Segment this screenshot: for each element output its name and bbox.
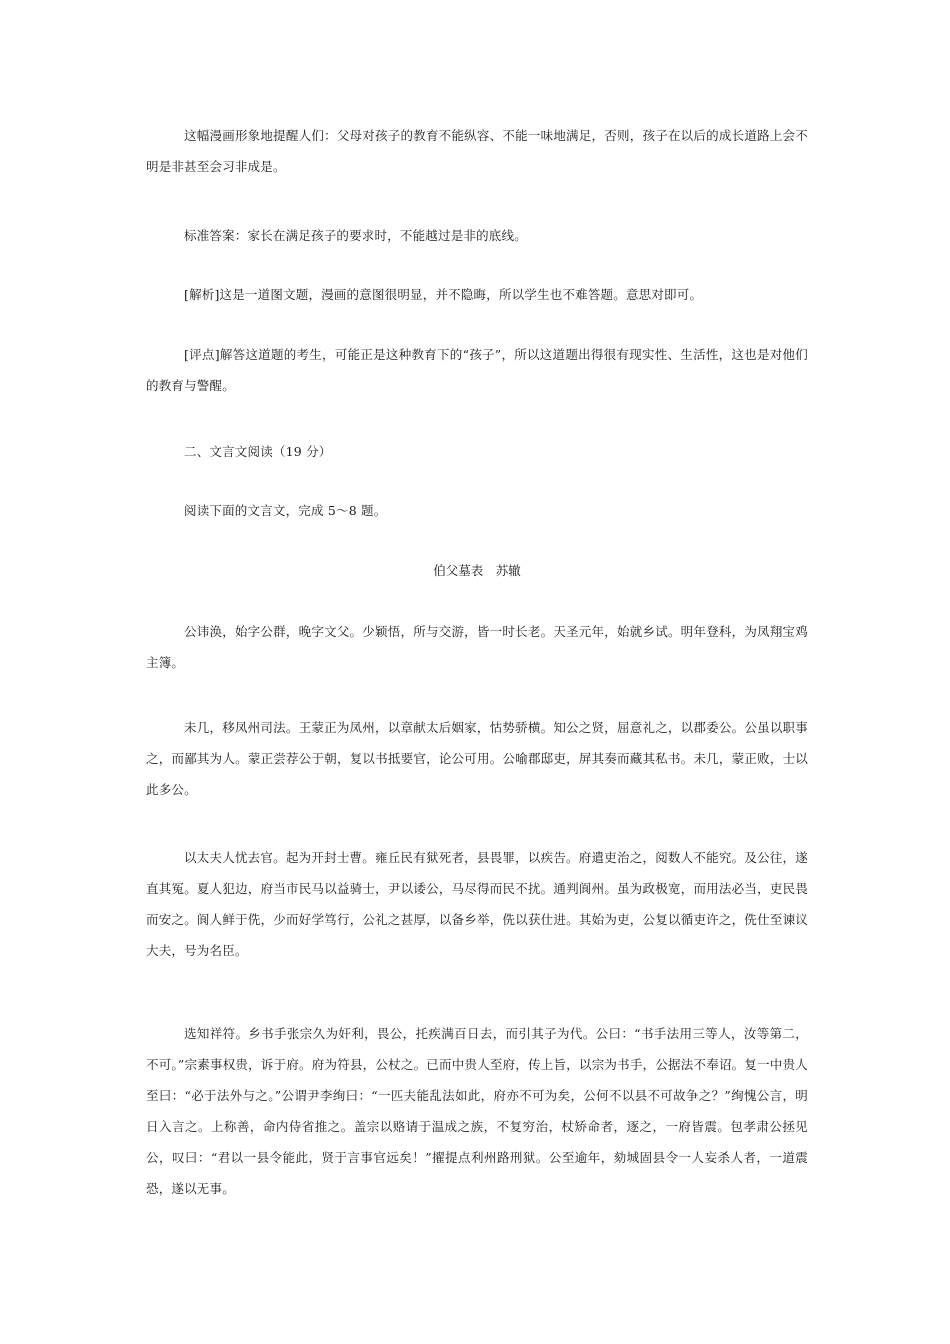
paragraph-comic-summary: 这幅漫画形象地提醒人们：父母对孩子的教育不能纵容、不能一味地满足，否则，孩子在以后的成长道路上会不明是非甚至会习非成是。	[146, 128, 808, 174]
essay-title: 伯父墓表 苏辙	[433, 563, 521, 578]
paragraph-reading-instruction: 阅读下面的文言文，完成 5～8 题。	[184, 503, 387, 518]
essay-paragraph: 选知祥符。乡书手张宗久为奸利，畏公，托疾满百日去，而引其子为代。公曰：“书手法用三等人，汝等第二，不可。”宗素事权贵，诉于府。府为符县，公杖之。已而中贵人至府，传上旨，以宗为书手，公据法不奉诏。复一中贵人至曰：“必于法外与之。”公谓尹李绚曰：“一匹夫能乱法如此，府亦不可为矣，公何不以县不可故争之？”绚愧公言，明日入言之。上称善，命内侍省推之。盖宗以赂请于温成之族，不复穷治，杖矫命者，逐之，一府皆震。包孝肃公拯见公，叹曰：“君以一县令能此，贤于言事官远矣！”擢提点利州路刑狱。公至逾年，劾城固县令一人妄杀人者，一道震恐，遂以无事。	[146, 1026, 808, 1196]
essay-paragraph: 以太夫人忧去官。起为开封士曹。雍丘民有狱死者，县畏罪，以疾告。府遣吏治之，阅数人不能究。及公往，遂直其冤。夏人犯边，府当市民马以益骑士，尹以诿公，马尽得而民不扰。通判阆州。虽为政极宽，而用法必当，吏民畏而安之。阆人鲜于侁，少而好学笃行，公礼之甚厚，以备乡举，侁以获仕进。其始为吏，公复以循吏许之，侁仕至谏议大夫，号为名臣。	[146, 850, 808, 958]
section-heading-classical-reading: 二、文言文阅读（19 分）	[184, 444, 332, 459]
paragraph-comment: [评点]解答这道题的考生，可能正是这种教育下的“孩子”，所以这道题出得很有现实性、生活性，这也是对他们的教育与警醒。	[146, 347, 808, 393]
paragraph-analysis: [解析]这是一道图文题，漫画的意图很明显，并不隐晦，所以学生也不难答题。意思对即可。	[184, 287, 703, 302]
essay-paragraph: 未几，移凤州司法。王蒙正为凤州，以章献太后姻家，怙势骄横。知公之贤，屈意礼之，以郡委公。公虽以职事之，而鄙其为人。蒙正尝荐公于朝，复以书抵要官，论公可用。公喻郡邸吏，屏其奏而藏其私书。未几，蒙正败，士以此多公。	[146, 720, 808, 797]
essay-paragraph: 公讳涣，始字公群，晚字文父。少颖悟，所与交游，皆一时长老。天圣元年，始就乡试。明年登科，为凤翔宝鸡主簿。	[146, 624, 808, 670]
paragraph-standard-answer: 标准答案：家长在满足孩子的要求时，不能越过是非的底线。	[184, 228, 527, 243]
